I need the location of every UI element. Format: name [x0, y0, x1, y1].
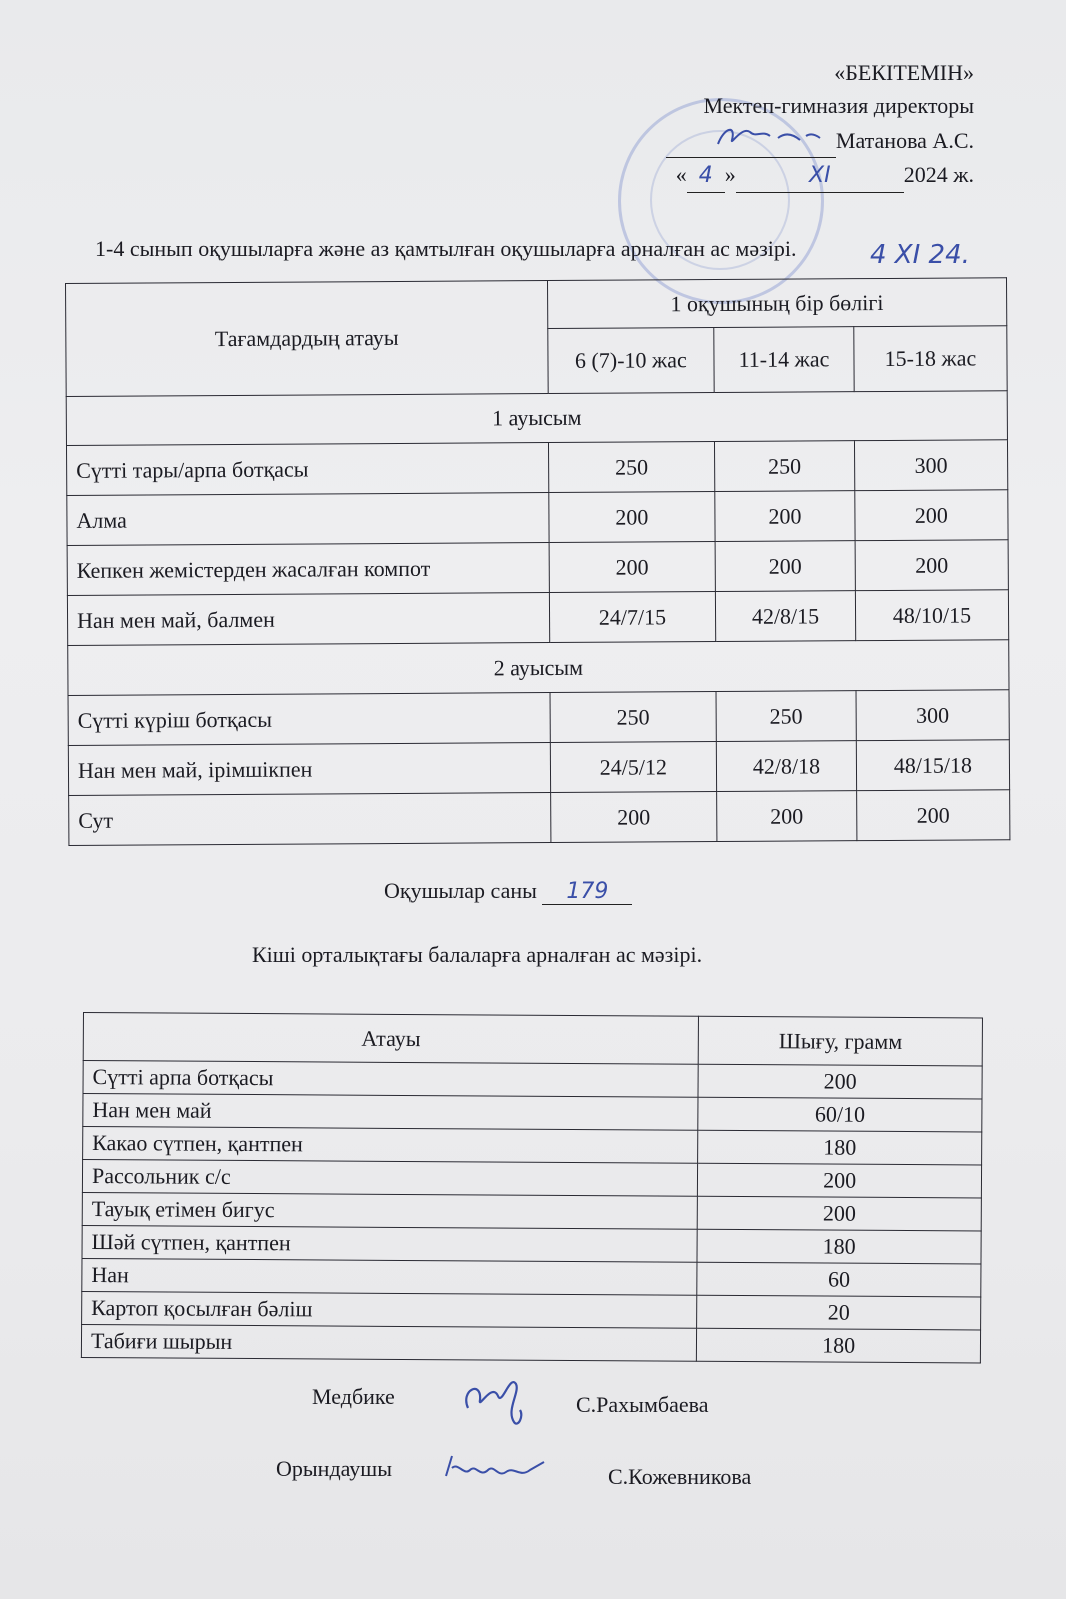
portion-11-14: 250: [716, 691, 856, 742]
header-age-15-18: 15-18 жас: [854, 326, 1008, 392]
item-name: Табиғи шырын: [81, 1324, 696, 1361]
menu2-table: [81, 1012, 983, 1363]
header-item-name: Атауы: [83, 1013, 699, 1065]
table-row: [67, 590, 1008, 646]
portion-11-14: 250: [715, 441, 855, 492]
table-row: [82, 1225, 981, 1263]
approval-block: [560, 56, 974, 193]
portion-11-14: 200: [715, 491, 855, 542]
table-row: [82, 1160, 981, 1198]
dish-name: Кепкен жемістерден жасалған компот: [67, 543, 549, 596]
date-open-quote: «: [675, 162, 687, 187]
table-row: [69, 790, 1010, 846]
portion-15-18: 200: [855, 540, 1008, 591]
portion-15-18: 48/10/15: [855, 590, 1008, 641]
director-signature-drawing: [666, 122, 836, 148]
student-count-value: 179: [542, 879, 632, 905]
table-row: [82, 1291, 981, 1329]
menu1-table: [65, 277, 1010, 846]
portion-15-18: 200: [855, 490, 1008, 541]
table-row: [81, 1324, 980, 1362]
executor-role: Орындаушы: [276, 1456, 393, 1481]
portion-15-18: 48/15/18: [856, 740, 1009, 791]
item-output: 60: [697, 1262, 981, 1297]
nurse-signature: [458, 1370, 538, 1432]
item-output: 200: [698, 1064, 982, 1099]
portion-11-14: 200: [717, 791, 857, 842]
item-name: Сүтті арпа ботқасы: [83, 1061, 698, 1098]
executor-signature: [440, 1448, 560, 1488]
item-output: 20: [697, 1295, 981, 1330]
header-age-6-10: 6 (7)-10 жас: [548, 328, 715, 394]
header-output-grams: Шығу, грамм: [698, 1016, 982, 1066]
item-output: 200: [697, 1196, 981, 1231]
table-row: [83, 1061, 982, 1099]
portion-11-14: 200: [715, 541, 855, 592]
portion-15-18: 300: [856, 690, 1009, 741]
menu2-title: Кіші орталықтағы балаларға арналған ас мәзірі.: [252, 942, 703, 967]
table-row: [67, 490, 1008, 546]
approval-position: Мектеп-гимназия директоры: [703, 93, 974, 118]
director-name: Матанова А.С.: [835, 128, 974, 153]
item-name: Рассольник с/с: [82, 1160, 697, 1197]
item-output: 180: [697, 1328, 981, 1363]
portion-6-10: 200: [549, 542, 716, 593]
table-row: [82, 1258, 981, 1296]
portion-15-18: 300: [854, 440, 1007, 491]
date-close-quote: »: [724, 162, 736, 187]
portion-6-10: 24/5/12: [550, 742, 717, 793]
item-output: 180: [697, 1229, 981, 1264]
menu1-title: 1-4 сынып оқушыларға және аз қамтылған оқушыларға арналған ас мәзірі.: [95, 236, 797, 261]
dish-name: Нан мен май, балмен: [67, 593, 549, 646]
table-row: [67, 540, 1008, 596]
portion-6-10: 24/7/15: [549, 592, 716, 643]
item-output: 200: [698, 1163, 982, 1198]
table-row: [83, 1094, 982, 1132]
approval-date: [560, 158, 974, 193]
shift2-label: 2 ауысым: [68, 640, 1009, 696]
dish-name: Нан мен май, ірімшікпен: [68, 743, 550, 796]
portion-6-10: 200: [550, 792, 717, 843]
header-dish-name: Тағамдардың атауы: [66, 281, 548, 397]
date-month: XI: [736, 159, 904, 193]
approval-heading: «БЕКІТЕМІН»: [834, 60, 974, 85]
item-name: Какао сүтпен, қантпен: [83, 1127, 698, 1164]
dish-name: Сут: [69, 793, 551, 846]
student-count-label: Оқушылар саны: [384, 878, 537, 903]
table-row: [82, 1192, 981, 1230]
portion-11-14: 42/8/18: [716, 741, 856, 792]
item-name: Нан: [82, 1258, 697, 1295]
handwritten-date: 4 XI 24.: [870, 240, 970, 270]
portion-6-10: 200: [549, 492, 716, 543]
portion-15-18: 200: [856, 790, 1009, 841]
table-row: [68, 690, 1009, 746]
director-signature-line: [560, 122, 974, 158]
table-row: [66, 440, 1007, 496]
date-year: 2024 ж.: [903, 162, 974, 187]
date-day: 4: [687, 159, 725, 193]
student-count-line: [384, 878, 632, 905]
director-signature: [666, 122, 836, 158]
executor-name: С.Кожевникова: [608, 1464, 752, 1489]
portion-6-10: 250: [550, 692, 717, 743]
portion-11-14: 42/8/15: [715, 591, 855, 642]
table-row: [83, 1127, 982, 1165]
item-output: 180: [698, 1130, 982, 1165]
portion-6-10: 250: [548, 442, 715, 493]
dish-name: Алма: [67, 493, 549, 546]
item-name: Нан мен май: [83, 1094, 698, 1131]
nurse-name: С.Рахымбаева: [576, 1392, 709, 1417]
dish-name: Сүтті тары/арпа ботқасы: [66, 443, 548, 496]
header-age-11-14: 11-14 жас: [714, 327, 854, 393]
dish-name: Сүтті күріш ботқасы: [68, 693, 550, 746]
table-row: [68, 740, 1009, 796]
item-name: Тауық етімен бигус: [82, 1192, 697, 1229]
item-name: Картоп қосылған бәліш: [82, 1291, 697, 1328]
item-output: 60/10: [698, 1097, 982, 1132]
shift1-label: 1 ауысым: [66, 391, 1007, 446]
item-name: Шәй сүтпен, қантпен: [82, 1225, 697, 1262]
header-portion: 1 оқушының бір бөлігі: [547, 278, 1007, 329]
nurse-role: Медбике: [312, 1384, 395, 1409]
